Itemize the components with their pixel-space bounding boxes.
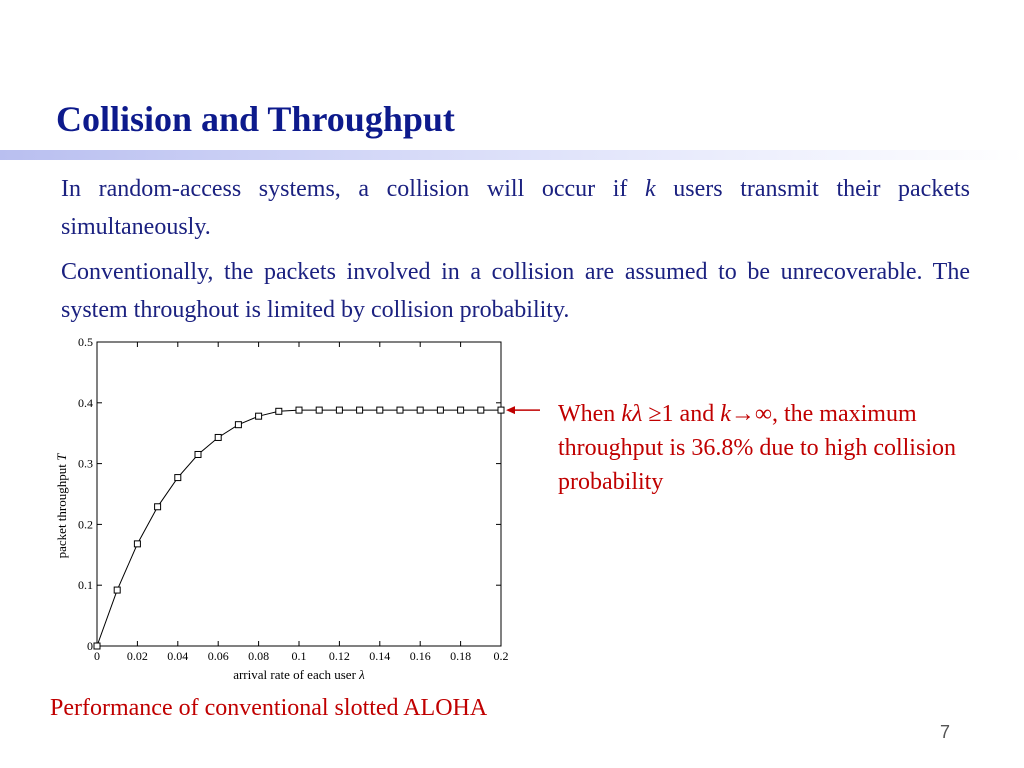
data-point-marker [437, 407, 443, 413]
y-tick-label: 0.1 [78, 578, 93, 593]
paragraph-collision-text-1: In random-access systems, a collision will occur if [61, 176, 646, 202]
plot-area-frame [97, 342, 501, 646]
throughput-chart [40, 330, 540, 695]
data-point-marker [458, 407, 464, 413]
x-tick-label: 0.02 [126, 649, 148, 663]
variable-k: k [645, 176, 656, 202]
annotation-condition: ≥1 and [642, 401, 721, 427]
y-axis-label [54, 453, 69, 558]
y-tick-label: 0.3 [78, 456, 93, 471]
x-tick-label: 0.18 [450, 649, 472, 663]
annotation-when: When [558, 401, 622, 427]
data-point-marker [215, 434, 221, 440]
x-axis-label-symbol: λ [359, 667, 365, 682]
annotation-lambda: λ [631, 401, 643, 427]
data-point-marker [256, 413, 262, 419]
slide-title: Collision and Throughput [56, 99, 455, 139]
x-tick-label: 0.2 [493, 649, 509, 663]
data-point-marker [235, 422, 241, 428]
throughput-chart-svg [40, 330, 540, 690]
y-axis-label-text: packet throughput [54, 464, 69, 559]
x-axis-label [233, 667, 365, 682]
title-divider [0, 150, 1024, 160]
data-point-marker [276, 408, 282, 414]
x-tick-label: 0.06 [207, 649, 229, 663]
data-point-marker [155, 504, 161, 510]
data-point-marker [114, 587, 120, 593]
y-tick-label: 0.5 [78, 335, 93, 349]
x-tick-label: 0.14 [369, 649, 391, 663]
annotation-arrow-head [506, 406, 515, 414]
max-throughput-annotation [558, 397, 978, 499]
data-point-marker [478, 407, 484, 413]
chart-caption: Performance of conventional slotted ALOHA [50, 695, 488, 721]
data-point-marker [417, 407, 423, 413]
y-tick-label: 0 [87, 639, 93, 653]
throughput-series-markers [94, 407, 504, 649]
paragraph-collision [61, 170, 970, 246]
x-tick-label: 0 [94, 649, 100, 663]
data-point-marker [94, 643, 100, 649]
data-point-marker [316, 407, 322, 413]
annotation-k: k [621, 401, 632, 427]
y-axis-label-symbol: T [54, 453, 69, 461]
annotation-arrow [506, 406, 540, 414]
data-point-marker [357, 407, 363, 413]
paragraph-unrecoverable: Conventionally, the packets involved in a collision are assumed to be unrecoverable. The system throughout is limited by collision probability. [61, 259, 970, 323]
data-point-marker [195, 451, 201, 457]
annotation-arrow-infinity: →∞ [730, 401, 772, 427]
data-point-marker [498, 407, 504, 413]
x-tick-label: 0.08 [248, 649, 270, 663]
data-point-marker [377, 407, 383, 413]
y-tick-label: 0.2 [78, 517, 93, 532]
data-point-marker [397, 407, 403, 413]
data-point-marker [296, 407, 302, 413]
data-point-marker [336, 407, 342, 413]
throughput-series-line [97, 410, 501, 646]
annotation-k2: k [720, 401, 731, 427]
paragraph-collision-text-2: users transmit their packets simultaneously. [61, 176, 970, 240]
y-axis-ticks [78, 335, 501, 653]
x-axis-ticks [94, 342, 509, 663]
data-point-marker [175, 475, 181, 481]
x-tick-label: 0.04 [167, 649, 189, 663]
x-tick-label: 0.12 [328, 649, 350, 663]
data-point-marker [134, 541, 140, 547]
annotation-rest: , the maximum throughput is 36.8% due to high collision probability [558, 401, 956, 495]
y-tick-label: 0.4 [78, 395, 93, 410]
x-tick-label: 0.16 [409, 649, 431, 663]
page-number: 7 [940, 722, 951, 742]
x-tick-label: 0.1 [291, 649, 307, 663]
x-axis-label-text: arrival rate of each user [233, 667, 356, 682]
